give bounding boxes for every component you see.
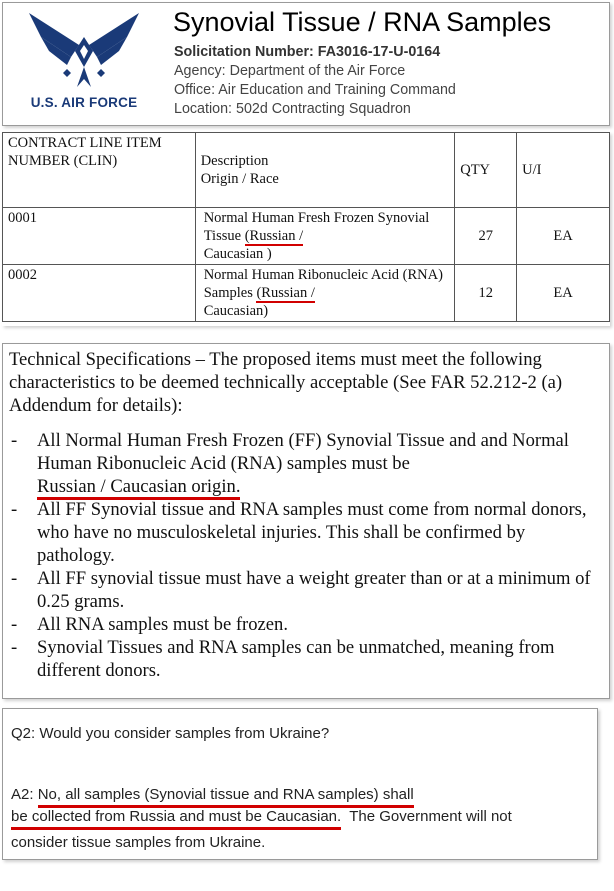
origin-highlight: (Russian / [256,285,315,301]
description-header-line2: Origin / Race [200,171,279,187]
clin-table [2,132,610,322]
table-row [3,208,610,265]
answer-highlight-2: be collected from Russia and must be Caucasian. [11,808,341,830]
list-item [9,429,603,498]
description-cell [195,265,455,322]
list-item: - All FF Synovial tissue and RNA samples must come from normal donors, who have no musculoskeletal injuries. This shall be confirmed by pathology. [9,498,603,567]
technical-specifications-panel [2,343,610,699]
qty-header: QTY [455,133,517,208]
qty-cell: 27 [455,208,517,265]
clin-table-panel [2,132,610,326]
question-text: Q2: Would you consider samples from Ukraine? [11,725,330,742]
description-text: Normal Human Ribonucleic Acid (RNA) Samples [203,267,443,301]
table-row [3,265,610,322]
table-header-row [3,133,610,208]
description-header-line1: Description [200,153,269,169]
answer-prefix: A2: [11,786,38,803]
description-text-end: Caucasian) [203,303,269,319]
ui-header: U/I [517,133,610,208]
list-item: - Synovial Tissues and RNA samples can be unmatched, meaning from different donors. [9,636,603,682]
description-text-end: Caucasian ) [203,246,272,262]
qa-panel [2,708,598,860]
qty-cell: 12 [455,265,517,322]
description-header [195,133,455,208]
page-title: Synovial Tissue / RNA Samples [173,7,552,37]
answer-line-3: consider tissue samples from Ukraine. [11,834,266,851]
location-line: Location: 502d Contracting Squadron [174,101,411,117]
solicitation-number: Solicitation Number: FA3016-17-U-0164 [174,44,441,60]
clin-cell: 0001 [3,208,196,265]
list-item: - All RNA samples must be frozen. [9,613,603,636]
description-cell [195,208,455,265]
clin-cell: 0002 [3,265,196,322]
agency-line: Agency: Department of the Air Force [174,63,406,79]
ui-cell: EA [517,208,610,265]
answer-line-1 [11,786,414,803]
ui-cell: EA [517,265,610,322]
answer-highlight-1: No, all samples (Synovial tissue and RNA samples) shall [38,786,414,808]
air-force-wings-icon [27,7,141,93]
origin-requirement-highlight: Russian / Caucasian origin. [37,476,240,500]
air-force-logo [9,7,159,119]
description-text: Normal Human Fresh Frozen Synovial Tissue [203,210,430,244]
answer-rest: The Government will not [341,808,512,825]
answer-line-2 [11,808,512,825]
specs-list [9,429,603,682]
header-panel [2,2,610,126]
specs-intro: Technical Specifications – The proposed items must meet the following characteristics to be deemed technically acceptable (See FAR 52.212-2 (a) Addendum for details): [9,349,563,416]
clin-header: CONTRACT LINE ITEM NUMBER (CLIN) [3,133,196,208]
office-line: Office: Air Education and Training Command [174,82,456,98]
list-item: - All FF synovial tissue must have a weight greater than or at a minimum of 0.25 grams. [9,567,603,613]
origin-highlight: (Russian / [244,228,304,244]
spec-text: All Normal Human Fresh Frozen (FF) Synovial Tissue and and Normal Human Ribonucleic Acid (RNA) samples must be [37,430,569,474]
logo-text: U.S. AIR FORCE [30,95,138,110]
